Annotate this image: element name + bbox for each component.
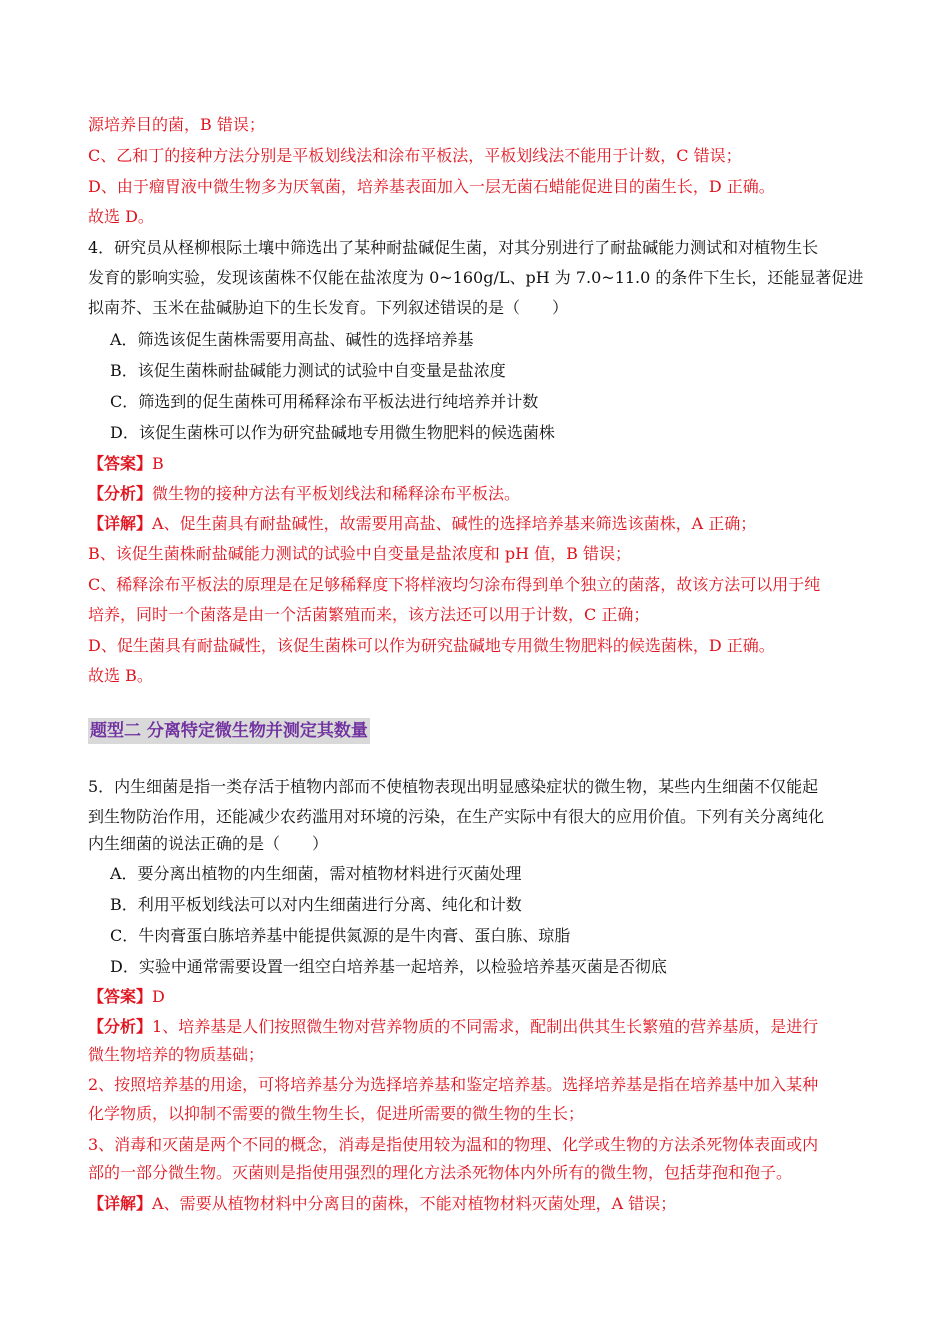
question-4-option-d: D．该促生菌株可以作为研究盐碱地专用微生物肥料的候选菌株 bbox=[110, 423, 555, 442]
question-4-option-a: A．筛选该促生菌株需要用高盐、碱性的选择培养基 bbox=[110, 330, 474, 349]
question-5-option-d: D．实验中通常需要设置一组空白培养基一起培养，以检验培养基灭菌是否彻底 bbox=[110, 957, 667, 976]
analysis-text: 微生物的接种方法有平板划线法和稀释涂布平板法。 bbox=[152, 484, 521, 503]
answer-line: D、由于瘤胃液中微生物多为厌氧菌，培养基表面加入一层无菌石蜡能促进目的菌生长，D 正确。 bbox=[88, 177, 775, 196]
question-5-option-b: B．利用平板划线法可以对内生细菌进行分离、纯化和计数 bbox=[110, 895, 522, 914]
question-4-stem: 4．研究员从柽柳根际土壤中筛选出了某种耐盐碱促生菌，对其分别进行了耐盐碱能力测试和对植物生长 bbox=[88, 238, 819, 257]
question-5-answer bbox=[88, 987, 868, 1009]
analysis-tag: 【分析】 bbox=[88, 1017, 153, 1036]
detail-text: A、促生菌具有耐盐碱性，故需要用高盐、碱性的选择培养基来筛选该菌株，A 正确； bbox=[152, 514, 757, 533]
detail-tag: 【详解】 bbox=[88, 514, 153, 533]
analysis-text: 1、培养基是人们按照微生物对营养物质的不同需求，配制出供其生长繁殖的营养基质，是进行 bbox=[152, 1017, 819, 1036]
question-4-detail bbox=[88, 514, 868, 536]
question-4-option-b: B．该促生菌株耐盐碱能力测试的试验中自变量是盐浓度 bbox=[110, 361, 506, 380]
question-4-option-c: C．筛选到的促生菌株可用稀释涂布平板法进行纯培养并计数 bbox=[110, 392, 539, 411]
detail-line: D、促生菌具有耐盐碱性，该促生菌株可以作为研究盐碱地专用微生物肥料的候选菌株，D 正确。 bbox=[88, 636, 775, 655]
detail-line: B、该促生菌株耐盐碱能力测试的试验中自变量是盐浓度和 pH 值，B 错误； bbox=[88, 544, 631, 563]
detail-tag: 【详解】 bbox=[88, 1194, 153, 1213]
detail-line: 故选 B。 bbox=[88, 666, 153, 685]
question-4-analysis bbox=[88, 484, 868, 506]
question-5-stem: 5．内生细菌是指一类存活于植物内部而不使植物表现出明显感染症状的微生物，某些内生细菌不仅能起 bbox=[88, 777, 819, 796]
analysis-line: 2、按照培养基的用途，可将培养基分为选择培养基和鉴定培养基。选择培养基是指在培养基中加入某种 bbox=[88, 1075, 819, 1094]
answer-line: 源培养目的菌，B 错误； bbox=[88, 115, 265, 134]
question-5-stem: 内生细菌的说法正确的是（ ） bbox=[88, 834, 329, 853]
question-5-option-a: A．要分离出植物的内生细菌，需对植物材料进行灭菌处理 bbox=[110, 864, 522, 883]
question-4-stem: 拟南芥、玉米在盐碱胁迫下的生长发育。下列叙述错误的是（ ） bbox=[88, 298, 569, 317]
analysis-tag: 【分析】 bbox=[88, 484, 153, 503]
question-5-detail bbox=[88, 1194, 868, 1216]
question-5-analysis bbox=[88, 1017, 868, 1039]
detail-line: 培养，同时一个菌落是由一个活菌繁殖而来，该方法还可以用于计数，C 正确； bbox=[88, 605, 650, 624]
answer-tag: 【答案】 bbox=[88, 987, 153, 1006]
section-heading: 题型二 分离特定微生物并测定其数量 bbox=[88, 718, 370, 744]
detail-line: C、稀释涂布平板法的原理是在足够稀释度下将样液均匀涂布得到单个独立的菌落，故该方法可以用于纯 bbox=[88, 575, 821, 594]
analysis-line: 微生物培养的物质基础； bbox=[88, 1045, 265, 1064]
question-5-option-c: C．牛肉膏蛋白胨培养基中能提供氮源的是牛肉膏、蛋白胨、琼脂 bbox=[110, 926, 571, 945]
detail-text: A、需要从植物材料中分离目的菌株，不能对植物材料灭菌处理，A 错误； bbox=[152, 1194, 677, 1213]
analysis-line: 化学物质，以抑制不需要的微生物生长，促进所需要的微生物的生长； bbox=[88, 1104, 585, 1123]
question-4-answer bbox=[88, 454, 868, 476]
question-4-stem: 发育的影响实验，发现该菌株不仅能在盐浓度为 0~160g/L、pH 为 7.0~11.0 的条件下生长，还能显著促进 bbox=[88, 268, 864, 287]
answer-line: C、乙和丁的接种方法分别是平板划线法和涂布平板法，平板划线法不能用于计数，C 错误； bbox=[88, 146, 742, 165]
question-5-stem: 到生物防治作用，还能减少农药滥用对环境的污染，在生产实际中有很大的应用价值。下列有关分离纯化 bbox=[88, 807, 825, 826]
analysis-line: 部的一部分微生物。灭菌则是指使用强烈的理化方法杀死物体内外所有的微生物，包括芽孢和孢子。 bbox=[88, 1163, 793, 1182]
analysis-line: 3、消毒和灭菌是两个不同的概念，消毒是指使用较为温和的物理、化学或生物的方法杀死物体表面或内 bbox=[88, 1135, 819, 1154]
answer-value: D bbox=[152, 987, 165, 1006]
answer-line: 故选 D。 bbox=[88, 207, 154, 226]
answer-value: B bbox=[152, 454, 164, 473]
answer-tag: 【答案】 bbox=[88, 454, 153, 473]
